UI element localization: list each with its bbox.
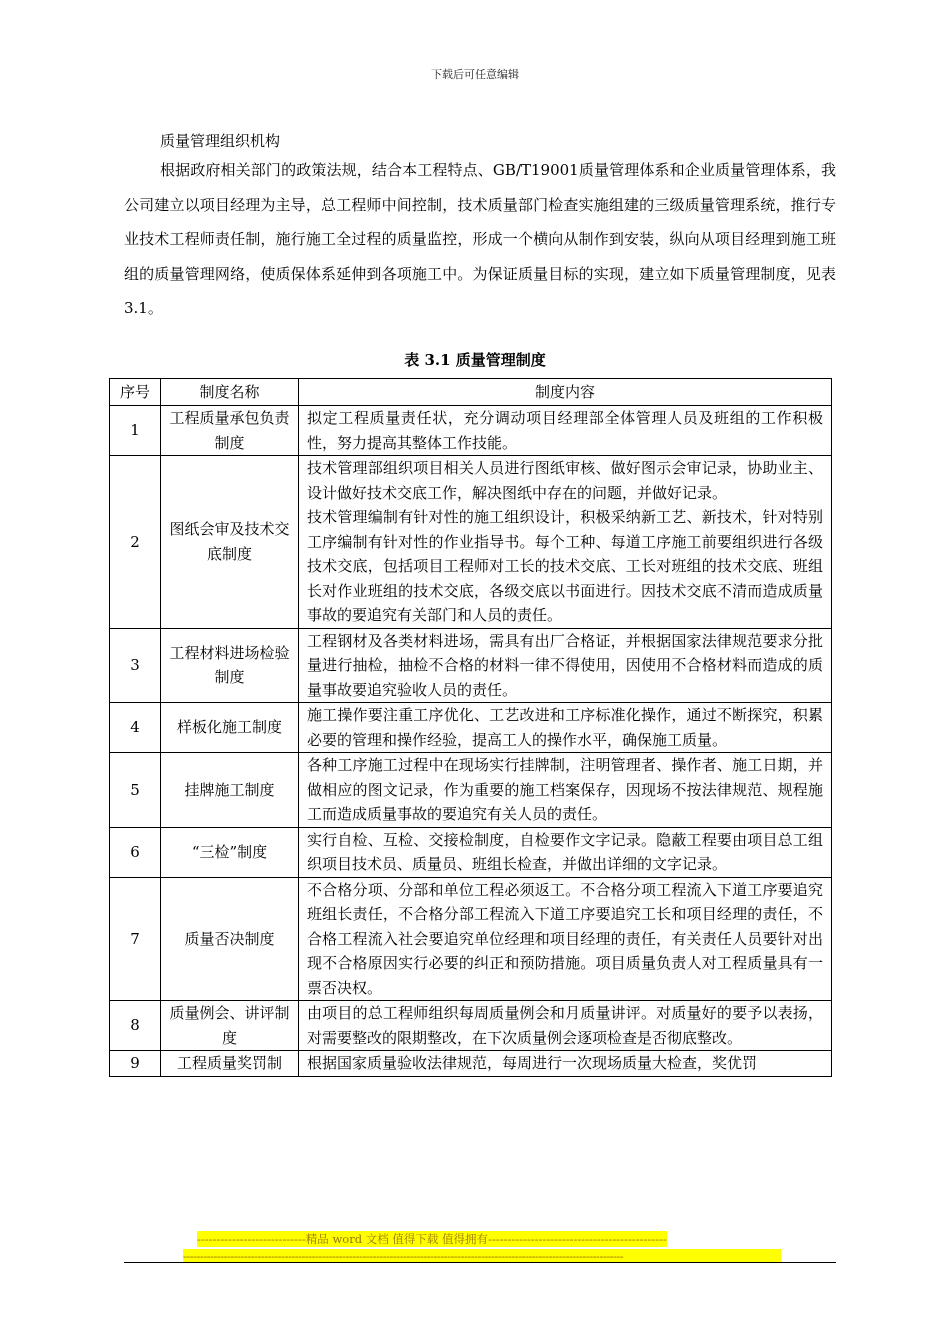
row-num: 1 — [110, 406, 161, 456]
row-num: 3 — [110, 628, 161, 703]
row-name: 图纸会审及技术交底制度 — [161, 456, 299, 629]
row-content — [299, 406, 832, 456]
row-content-text: 根据国家质量验收法律规范，每周进行一次现场质量大检查，奖优罚 — [307, 1054, 758, 1072]
table-row — [110, 827, 832, 877]
table-row — [110, 1051, 832, 1077]
header-name: 制度名称 — [161, 379, 299, 406]
row-content — [299, 628, 832, 703]
table-row — [110, 753, 832, 828]
row-num: 4 — [110, 703, 161, 753]
row-num: 5 — [110, 753, 161, 828]
row-content-text: 各种工序施工过程中在现场实行挂牌制，注明管理者、操作者、施工日期，并做相应的图文记录，作为重要的施工档案保存，因现场不按法律规范、规程施工而造成质量事故的要追究有关人员的责任。 — [307, 756, 823, 823]
row-name: 样板化施工制度 — [161, 703, 299, 753]
table-row — [110, 628, 832, 703]
row-name: “三检”制度 — [161, 827, 299, 877]
table-row — [110, 406, 832, 456]
row-num: 8 — [110, 1001, 161, 1051]
table-header-row — [110, 379, 832, 406]
footer-rule — [124, 1262, 836, 1263]
table-caption: 表 3.1 质量管理制度 — [404, 351, 546, 369]
header-content: 制度内容 — [299, 379, 832, 406]
section-heading: 质量管理组织机构 — [160, 132, 281, 150]
row-num: 7 — [110, 877, 161, 1001]
footer-line-1: ----------------------------精品 word 文档 值得下载 值得拥有---------------------------------------------- — [197, 1232, 667, 1246]
row-content — [299, 753, 832, 828]
row-content-text: 工程钢材及各类材料进场，需具有出厂合格证，并根据国家法律规范要求分批量进行抽检，抽检不合格的材料一律不得使用，因使用不合格材料而造成的质量事故要追究验收人员的责任。 — [307, 631, 823, 699]
row-name: 挂牌施工制度 — [161, 753, 299, 828]
row-content-text: 技术管理编制有针对性的施工组织设计，积极采纳新工艺、新技术，针对特别工序编制有针对性的作业指导书。每个工种、每道工序施工前要组织进行各级技术交底，包括项目工程师对工长的技术交底、工长对班组的技术交底、班组长对作业班组的技术交底，各级交底以书面进行。因技术交底不清而造成质量事故的要追究有关部门和人员的责任。 — [307, 508, 823, 624]
intro-paragraph: 根据政府相关部门的政策法规，结合本工程特点、GB/T19001质量管理体系和企业质量管理体系，我公司建立以项目经理为主导，总工程师中间控制，技术质量部门检查实施组建的三级质量管理系统，推行专业技术工程师责任制，施行施工全过程的质量监控，形成一个横向从制作到安装，纵向从项目经理到施工班组的质量管理网络，使质保体系延伸到各项施工中。为保证质量目标的实现，建立如下质量管理制度，见表3.1。 — [124, 161, 836, 317]
table-row — [110, 1001, 832, 1051]
row-name: 质量例会、讲评制度 — [161, 1001, 299, 1051]
row-content-text: 不合格分项、分部和单位工程必须返工。不合格分项工程流入下道工序要追究班组长责任，不合格分部工程流入下道工序要追究工长和项目经理的责任，不合格工程流入社会要追究单位经理和项目经理的责任，有关责任人员要针对出现不合格原因实行必要的纠正和预防措施。项目质量负责人对工程质量具有一票否决权。 — [307, 880, 823, 997]
table-row — [110, 703, 832, 753]
row-content — [299, 703, 832, 753]
row-content-text: 施工操作要注重工序优化、工艺改进和工序标准化操作，通过不断探究，积累必要的管理和操作经验，提高工人的操作水平，确保施工质量。 — [307, 706, 823, 749]
row-name: 工程材料进场检验制度 — [161, 628, 299, 703]
footer-banner — [183, 1231, 783, 1263]
header-num: 序号 — [110, 379, 161, 406]
table-row — [110, 877, 832, 1001]
row-content-text: 由项目的总工程师组织每周质量例会和月质量讲评。对质量好的要予以表扬，对需要整改的限期整改，在下次质量例会逐项检查是否彻底整改。 — [307, 1004, 823, 1047]
quality-management-table — [109, 378, 832, 1077]
row-name: 工程质量奖罚制 — [161, 1051, 299, 1077]
row-content-text: 技术管理部组织项目相关人员进行图纸审核、做好图示会审记录，协助业主、设计做好技术交底工作，解决图纸中存在的问题，并做好记录。 — [307, 459, 823, 502]
row-content — [299, 877, 832, 1001]
row-num: 6 — [110, 827, 161, 877]
footer-line-2: ---------------------------------------------------------------------------------------------------------------------------------- — [183, 1249, 781, 1263]
row-name: 质量否决制度 — [161, 877, 299, 1001]
row-content-text: 拟定工程质量责任状，充分调动项目经理部全体管理人员及班组的工作积极性，努力提高其整体工作技能。 — [307, 409, 823, 452]
page-header: 下载后可任意编辑 — [431, 68, 519, 81]
row-content — [299, 827, 832, 877]
row-content — [299, 1051, 832, 1077]
table-row — [110, 456, 832, 629]
row-num: 9 — [110, 1051, 161, 1077]
row-content — [299, 456, 832, 629]
row-content-text: 实行自检、互检、交接检制度，自检要作文字记录。隐蔽工程要由项目总工组织项目技术员、质量员、班组长检查，并做出详细的文字记录。 — [307, 830, 823, 873]
row-content — [299, 1001, 832, 1051]
row-num: 2 — [110, 456, 161, 629]
row-name: 工程质量承包负责制度 — [161, 406, 299, 456]
